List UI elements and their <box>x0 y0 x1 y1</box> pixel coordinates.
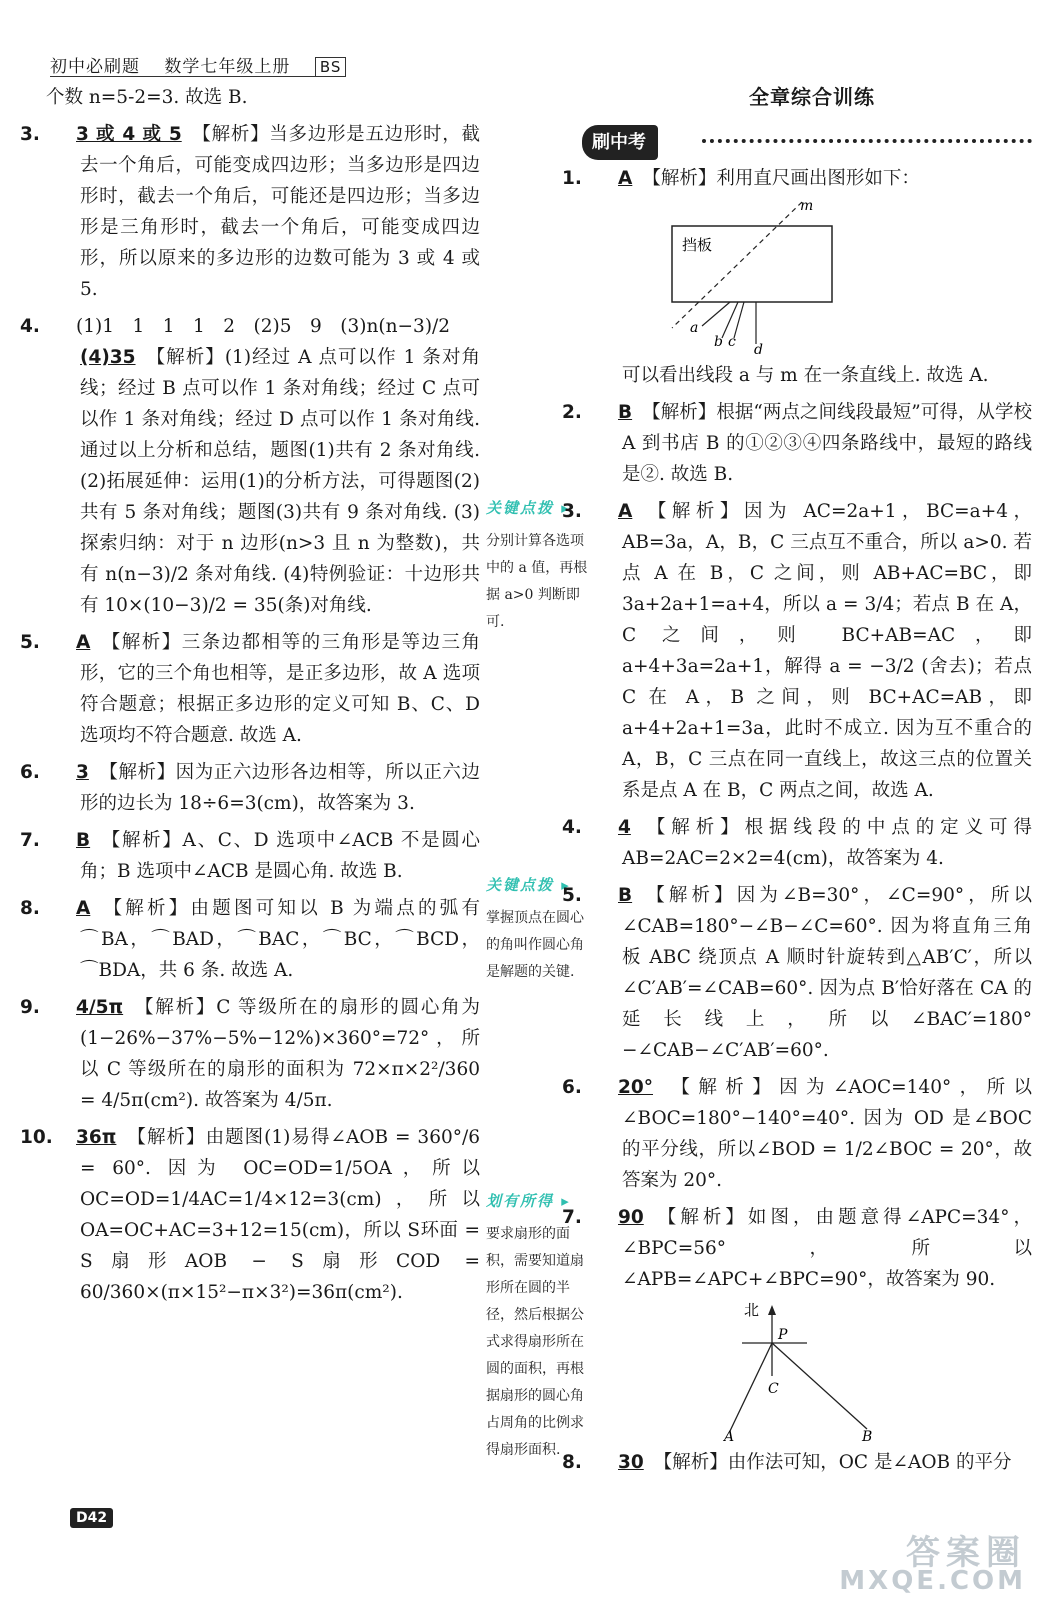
label-b: b <box>714 334 723 350</box>
explanation: 【解析】三条边都相等的三角形是等边三角形，它的三个角也相等，是正多边形，故 A 选项符合题意；根据正多边形的定义可知 B、C、D 选项均不符合题意. 故选 A. <box>80 632 480 746</box>
question-number: 5. <box>20 632 40 653</box>
watermark-logo: 答案圈 <box>906 1533 1026 1573</box>
edition-badge: BS <box>315 57 347 77</box>
answer: 4 <box>618 817 631 838</box>
header-rule <box>50 76 340 77</box>
label-a: a <box>690 320 699 336</box>
question-5-right <box>562 880 1032 1066</box>
label-c: c <box>728 334 736 350</box>
label-a: A <box>724 1429 735 1445</box>
explanation: 【解析】(1)经过 A 点可以作 1 条对角线；经过 B 点可以作 1 条对角线；经过 C 点可以作 1 条对角线；经过 D 点可以作 1 条对角线. 通过以上分析和总结，题图(1)共有 2 条对角线. (2)拓展延伸：运用(1)的分析方法，可得题图(2)共有 5 条对角线；题图(3)共有 9 条对角线. (3)探索归纳：对于 n 边形(n>3 且 n 为整数)，共有 n(n−3)/2 条对角线. (4)特例验证：十边形共有 10×(10−3)/2 = 35(条)对角线. <box>80 347 480 616</box>
section-banner <box>582 125 1032 157</box>
carry-over-line: 个数 n=5-2=3. 故选 B. <box>46 87 248 108</box>
board-label: 挡板 <box>682 236 713 254</box>
answer: 20° <box>618 1077 653 1098</box>
explanation: 【解析】由题图(1)易得∠AOB = 360°/6 = 60°. 因为 OC=OD=1/5OA，所以 OC=OD=1/4AC=1/4×12=3(cm)，所以 OA=OC+AC=3+12=15(cm)，所以 S环面 = S扇形AOB − S扇形COD = 60/360×(π×15²−π×3²)=36π(cm²). <box>80 1127 480 1303</box>
explanation: 【解析】如图，由题意得∠APC=34°，∠BPC=56°，所以∠APB=∠APC+∠BPC=90°，故答案为 90. <box>622 1207 1032 1290</box>
question-number: 4. <box>20 316 40 337</box>
question-number: 8. <box>20 898 40 919</box>
answer: 3 <box>76 762 89 783</box>
question-6-right <box>562 1072 1032 1196</box>
question-number: 3. <box>20 124 40 145</box>
answer: A <box>76 632 91 653</box>
label-c: C <box>768 1381 779 1397</box>
question-number: 7. <box>562 1207 582 1228</box>
question-number: 5. <box>562 885 582 906</box>
answer-line: (1)1 1 1 1 2 (2)5 9 (3)n(n−3)/2 <box>76 316 451 337</box>
explanation: 【解析】因为 AC=2a+1，BC=a+4，AB=3a，A，B，C 三点互不重合，所以 a>0. 若点 A 在 B，C 之间，则 AB+AC=BC，即 3a+2a+1=a+4，所以 a = 3/4；若点 B 在 A，C 之间，则 BC+AB=AC，即 a+4+3a=2a+1，解得 a = −3/2 (舍去)；若点 C 在 A，B 之间，则 BC+AC=AB，即 a+4+2a+1=3a，此时不成立. 因为互不重合的 A，B，C 三点在同一直线上，故这三点的位置关系是点 A 在 B，C 两点之间，故选 A. <box>622 501 1032 801</box>
question-number: 10. <box>20 1127 53 1148</box>
explanation: 【解析】由题图可知以 B 为端点的弧有 ⌒BA，⌒BAD，⌒BAC，⌒BC，⌒BCD，⌒BDA，共 6 条. 故选 A. <box>80 898 480 981</box>
side-note-text: 掌握顶点在圆心的角叫作圆心角是解题的关键. <box>486 910 584 980</box>
question-7-left <box>20 825 480 887</box>
answer: 36π <box>76 1127 117 1148</box>
explanation: 【解析】根据线段的中点的定义可得 AB=2AC=2×2=4(cm)，故答案为 4. <box>622 817 1032 869</box>
label-b: B <box>862 1429 873 1445</box>
subject-name: 数学七年级上册 <box>164 57 291 77</box>
question-3-left <box>20 119 480 305</box>
bearing-diagram <box>712 1301 882 1445</box>
question-8-right <box>562 1447 1032 1478</box>
answer: (4)35 <box>80 347 136 368</box>
question-9-left <box>20 992 480 1116</box>
question-number: 2. <box>562 402 582 423</box>
question-number: 7. <box>20 830 40 851</box>
side-note-tag: 关键点拨 ▸ <box>486 495 592 522</box>
answer: B <box>76 830 91 851</box>
explanation: 【解析】C 等级所在的扇形的圆心角为 (1−26%−37%−5%−12%)×360°=72°，所以 C 等级所在的扇形的面积为 72×π×2²/360 = 4/5π(cm²). 故答案为 4/5π. <box>80 997 480 1111</box>
explanation: 【解析】因为∠AOC=140°，所以∠BOC=180°−140°=40°. 因为 OD 是∠BOC 的平分线，所以∠BOD = 1/2∠BOC = 20°，故答案为 20°. <box>622 1077 1032 1191</box>
question-6-left <box>20 757 480 819</box>
answer: A <box>618 168 633 189</box>
explanation: 【解析】当多边形是五边形时，截去一个角后，可能变成四边形；当多边形是四边形时，截去一个角后，可能还是四边形；当多边形是三角形时，截去一个角后，可能变成四边形，所以原来的多边形的边数可能为 3 或 4 或 5. <box>80 124 480 300</box>
question-number: 4. <box>562 817 582 838</box>
question-number: 8. <box>562 1452 582 1473</box>
barrier-diagram <box>642 198 902 358</box>
question-8-left <box>20 893 480 986</box>
running-header <box>50 52 364 77</box>
label-p: P <box>778 1327 788 1343</box>
answer: B <box>618 885 633 906</box>
explanation: 【解析】A、C、D 选项中∠ACB 不是圆心角；B 选项中∠ACB 是圆心角. 故选 B. <box>80 830 480 882</box>
right-column <box>562 82 1032 1484</box>
answer: 3 或 4 或 5 <box>76 124 182 145</box>
question-5-left <box>20 627 480 751</box>
answer: A <box>618 501 633 522</box>
question-3-right <box>562 496 1032 806</box>
section-title: 全章综合训练 <box>749 85 875 109</box>
banner-dots <box>702 139 1032 143</box>
question-7-right <box>562 1202 1032 1445</box>
answer: B <box>618 402 633 423</box>
question-4-right <box>562 812 1032 874</box>
explanation: 【解析】由作法可知，OC 是∠AOB 的平分 <box>653 1452 1012 1473</box>
question-10-left <box>20 1122 480 1308</box>
conclusion: 可以看出线段 a 与 m 在一条直线上. 故选 A. <box>622 365 989 386</box>
answer: 30 <box>618 1452 644 1473</box>
question-number: 6. <box>20 762 40 783</box>
explanation: 【解析】因为∠B=30°，∠C=90°，所以∠CAB=180°−∠B−∠C=60°. 因为将直角三角板 ABC 绕顶点 A 顺时针旋转到△AB′C′，所以∠C′AB′=∠CAB=60°. 因为点 B′恰好落在 CA 的延长线上，所以∠BAC′=180°−∠CAB−∠C′AB′=60°. <box>622 885 1032 1061</box>
side-note-tag: 关键点拨 ▸ <box>486 872 592 899</box>
explanation: 【解析】根据“两点之间线段最短”可得，从学校 A 到书店 B 的①②③④四条路线中，最短的路线是②. 故选 B. <box>622 402 1032 485</box>
page-number: D42 <box>70 1508 113 1528</box>
side-note-text: 分别计算各选项中的 a 值，再根据 a>0 判断即可. <box>486 533 588 630</box>
left-column <box>20 82 480 1314</box>
question-number: 1. <box>562 168 582 189</box>
question-number: 6. <box>562 1077 582 1098</box>
side-note-tag: 划有所得 ▸ <box>486 1188 592 1215</box>
explanation: 【解析】因为正六边形各边相等，所以正六边形的边长为 18÷6=3(cm)，故答案为 3. <box>80 762 480 814</box>
side-note-text: 要求扇形的面积，需要知道扇形所在圆的半径，然后根据公式求得扇形所在圆的面积，再根据扇形的圆心角占周角的比例求得扇形面积. <box>486 1226 584 1458</box>
question-4-left <box>20 311 480 621</box>
answer: 4/5π <box>76 997 124 1018</box>
series-name: 初中必刷题 <box>50 57 140 77</box>
watermark-url: MXQE.COM <box>839 1566 1026 1596</box>
question-2-right <box>562 397 1032 490</box>
north-label: 北 <box>744 1301 760 1319</box>
label-d: d <box>754 342 763 358</box>
label-m: m <box>800 198 814 214</box>
question-1-right <box>562 163 1032 391</box>
explanation: 【解析】利用直尺画出图形如下： <box>642 168 920 189</box>
answer: A <box>76 898 91 919</box>
watermark <box>839 1525 1026 1596</box>
answer: 90 <box>618 1207 644 1228</box>
question-number: 3. <box>562 501 582 522</box>
banner-label: 刷中考 <box>582 125 658 160</box>
question-number: 9. <box>20 997 40 1018</box>
